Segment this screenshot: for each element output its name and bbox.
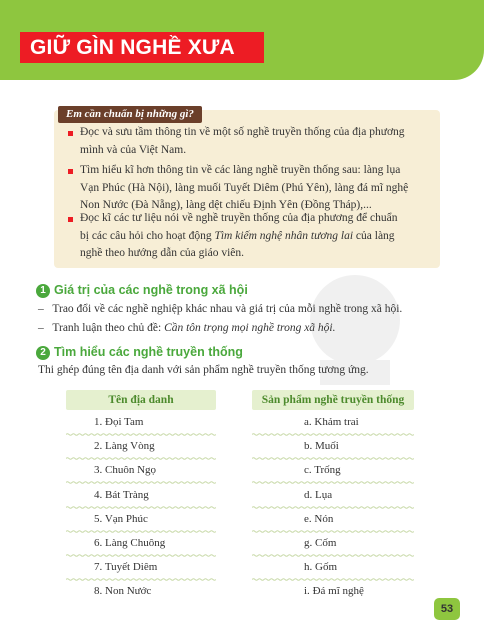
place-number: 2.	[94, 440, 105, 453]
section-number-icon: 1	[36, 284, 50, 298]
place-number: 4.	[94, 488, 105, 501]
product-name	[304, 464, 341, 476]
row-divider	[252, 578, 414, 581]
product-label: Đá mĩ nghệ	[312, 585, 364, 598]
row-divider	[66, 578, 216, 581]
product-name	[304, 416, 359, 428]
section-1-line-1: – Trao đổi về các nghề nghiệp khác nhau và giá trị của mỗi nghề trong xã hội.	[38, 303, 403, 315]
product-name	[304, 489, 332, 501]
bullet-icon	[68, 169, 73, 174]
place-number: 6.	[94, 537, 105, 549]
product-label: Nón	[314, 512, 334, 525]
row-divider	[252, 457, 414, 460]
section-2-heading	[36, 345, 243, 360]
place-label: Vạn Phúc	[104, 512, 148, 525]
bullet-icon	[68, 217, 73, 222]
row-divider	[66, 433, 216, 436]
prep-item-2	[80, 162, 420, 215]
section-number-icon: 2	[36, 346, 50, 360]
row-divider	[66, 554, 216, 557]
section-1-title: Giá trị của các nghề trong xã hội	[54, 283, 248, 297]
preparation-tag: Em cần chuẩn bị những gì?	[58, 106, 202, 123]
place-name	[94, 513, 148, 525]
place-number: 1.	[94, 416, 105, 428]
place-number: 3.	[94, 464, 105, 477]
place-label: Làng Chuông	[105, 537, 166, 549]
page-title: GIỮ GÌN NGHỀ XƯA	[30, 36, 235, 59]
place-name	[94, 489, 149, 501]
place-name	[94, 561, 157, 573]
row-divider	[252, 506, 414, 509]
place-name	[94, 537, 165, 549]
row-divider	[252, 530, 414, 533]
product-letter: a.	[304, 416, 315, 428]
product-letter: e.	[304, 512, 315, 525]
section-1-heading	[36, 283, 248, 298]
product-label: Cốm	[315, 537, 337, 549]
row-divider	[66, 506, 216, 509]
product-letter: b.	[304, 440, 315, 453]
prep-line: Đọc kĩ các tư liệu nói về nghề truyền thống của địa phương để chuẩn	[80, 212, 398, 224]
bullet-icon	[68, 131, 73, 136]
place-label: Tuyết Diêm	[104, 561, 158, 574]
place-number: 7.	[94, 561, 105, 574]
table-left-header: Tên địa danh	[66, 390, 216, 410]
row-divider	[66, 457, 216, 460]
row-divider	[252, 433, 414, 436]
place-label: Đọi Tam	[105, 416, 144, 428]
product-name	[304, 561, 337, 573]
prep-line: Đọc và sưu tầm thông tin về một số nghề truyền thống của địa phương	[80, 126, 405, 138]
place-name	[94, 585, 151, 597]
section-1-text: Trao đổi về các nghề nghiệp khác nhau và giá trị của mỗi nghề trong xã hội.	[52, 303, 403, 315]
table-right-header: Sản phẩm nghề truyền thống	[252, 390, 414, 410]
prep-item-1	[80, 124, 420, 159]
product-name	[304, 585, 364, 597]
row-divider	[66, 481, 216, 484]
place-label: Non Nước	[105, 585, 152, 598]
place-label: Chuôn Ngọ	[105, 464, 157, 477]
place-name	[94, 416, 143, 428]
product-name	[304, 440, 339, 452]
product-letter: d.	[304, 488, 315, 501]
prep-line: nghề theo hướng dẫn của giáo viên.	[80, 247, 245, 259]
prep-line: bị các câu hỏi cho hoạt động Tìm kiếm nghệ nhân tương lai của làng	[80, 229, 395, 242]
product-label: Trống	[314, 464, 341, 477]
section-2-title: Tìm hiểu các nghề truyền thống	[54, 345, 243, 359]
page-number: 53	[434, 598, 460, 620]
product-label: Muối	[315, 440, 339, 453]
row-divider	[66, 530, 216, 533]
place-name	[94, 464, 156, 476]
product-letter: g.	[304, 537, 315, 549]
prep-line: Tìm hiểu kĩ hơn thông tin về các làng nghề truyền thống sau: làng lụa	[80, 164, 401, 176]
product-letter: h.	[304, 561, 315, 574]
place-name	[94, 440, 155, 452]
product-name	[304, 513, 333, 525]
prep-line: mình và của Việt Nam.	[80, 143, 187, 156]
prep-line: Non Nước (Đà Nẵng), làng dệt chiếu Định Yên (Đồng Tháp),...	[80, 199, 372, 211]
place-number: 5.	[94, 512, 105, 525]
product-name	[304, 537, 336, 549]
section-1-text: Tranh luận theo chủ đề: Cần tôn trọng mọi nghề trong xã hội.	[52, 322, 336, 334]
product-label: Lụa	[315, 488, 333, 501]
product-letter: i.	[304, 585, 313, 598]
row-divider	[252, 481, 414, 484]
section-1-line-2: – Tranh luận theo chủ đề: Cần tôn trọng mọi nghề trong xã hội.	[38, 322, 336, 334]
section-2-intro: Thi ghép đúng tên địa danh với sản phẩm nghề truyền thống tương ứng.	[38, 364, 369, 376]
product-letter: c.	[304, 464, 315, 477]
prep-line: Vạn Phúc (Hà Nội), làng muối Tuyết Diêm (Phú Yên), làng đá mĩ nghệ	[80, 181, 409, 194]
product-label: Khảm trai	[314, 416, 359, 428]
product-label: Gốm	[315, 561, 337, 574]
place-number: 8.	[94, 585, 105, 598]
place-label: Làng Vòng	[105, 440, 155, 453]
place-label: Bát Tràng	[105, 488, 149, 501]
row-divider	[252, 554, 414, 557]
prep-item-3	[80, 210, 420, 263]
